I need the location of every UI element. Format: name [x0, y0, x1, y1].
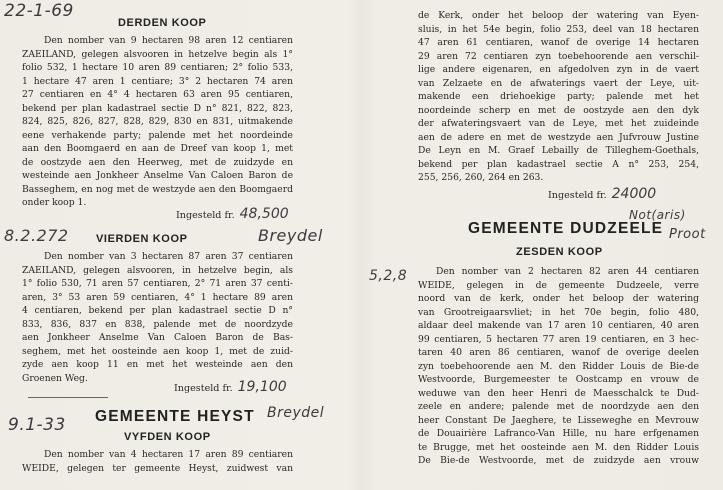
- text-line: aldaar deel makende van 17 aren 10 centiaren, 40 aren: [418, 320, 699, 331]
- text-line: zyde aen koop 11 en met het westeinde aen den: [22, 359, 293, 370]
- text-line: WEIDE, gelegen ter gemeente Heyst, zuidwest van: [22, 462, 293, 474]
- text-line: 1° folio 530, 71 aren 57 centiaren, 2° 71 aren 37 centi-: [22, 278, 293, 289]
- text-line: sluis, in het 54e begin, folio 253, deel van 18 hectaren: [418, 23, 699, 35]
- text-line: 47 aren 61 centiaren, wanof de overige 14 hectaren: [418, 37, 699, 48]
- price-label: Ingesteld fr.: [176, 210, 235, 221]
- price-label: Ingesteld fr.: [548, 190, 607, 201]
- handwritten-name-3: Breydel: [267, 405, 325, 421]
- text-line: De Bie-de Westvoorde, met de zuidzyde aen vrouw: [418, 455, 699, 466]
- handwritten-amount: 24000: [611, 186, 657, 202]
- text-line: bekend per plan kadastrael sectie A n° 253, 254,: [418, 158, 699, 170]
- text-line: Den nomber van 4 hectaren 17 aren 89 centiaren: [44, 449, 293, 460]
- text-line: WEIDE, gelegen in de gemeente Dudzeele, verre: [418, 279, 699, 291]
- text-line: van Grootreigaarsvliet; in het 70e begin, folio 480,: [418, 306, 699, 318]
- text-line: Den nomber van 3 hectaren 87 aren 37 centiaren: [44, 251, 293, 262]
- lot-5-continued-paragraph: [418, 9, 699, 185]
- text-line: zyn toebehoorende aen M. den Ridder Louis de Bie-de: [418, 360, 699, 372]
- price-label: Ingesteld fr.: [174, 383, 233, 394]
- text-line: Den nomber van 9 hectaren 98 aren 12 centiaren: [44, 35, 293, 46]
- text-line: te Brugge, met het oosteinde aen M. den Ridder Louis: [418, 441, 699, 453]
- price-lot-3: [176, 206, 289, 222]
- text-line: seghem, met het oosteinde aen koop 1, met de zuid-: [22, 345, 293, 357]
- handwritten-margin-note: 5,2,8: [369, 268, 408, 284]
- handwritten-date-2: 8.2.272: [4, 226, 69, 245]
- text-line: De Leyn en M. Graef Lebailly de Tilleghem-Goethals,: [418, 145, 699, 156]
- text-line: weduwe van den heer Henri de Maesschalck te Dud-: [418, 387, 699, 399]
- handwritten-date-3: 9.1-33: [8, 415, 66, 435]
- heading-derden-koop: DERDEN KOOP: [118, 17, 207, 29]
- text-line: bekend per plan kadastrael sectie D n° 821, 822, 823,: [22, 102, 293, 114]
- text-line: 27 centiaren en 4° 4 hectaren 63 aren 95 centiaren,: [22, 89, 293, 100]
- handwritten-amount: 48,500: [239, 206, 289, 222]
- text-line: makende een driehoekige party; palende met het: [418, 91, 699, 102]
- text-line: noordeinde scherp en met de oostzyde aen den dyk: [418, 104, 699, 116]
- handwritten-proot: Proot: [669, 227, 706, 242]
- text-line: aan den Boomgaerd en aan de Dreef van koop 1, met: [22, 143, 293, 154]
- lot-4-paragraph: [22, 250, 293, 385]
- text-line: westeinde aen Jonkheer Anselme Van Caloen Baron de: [22, 170, 293, 181]
- text-line: Groenen Weg.: [22, 372, 88, 384]
- text-line: noord van de kerk, onder het beloop der watering: [418, 293, 699, 304]
- heading-gemeente-heyst: GEMEENTE HEYST: [95, 408, 255, 425]
- text-line: der afwateringsvaert van de Leye, met het zuideinde: [418, 118, 699, 129]
- handwritten-amount: 19,100: [237, 379, 287, 395]
- text-line: ZAEILAND, gelegen alsvooren, in hetzelve begin, als: [22, 264, 293, 276]
- text-line: de oostzyde aen den Heerweg, met de zuidzyde en: [22, 156, 293, 168]
- text-line: folio 532, 1 hectare 10 aren 89 centiaren; 2° folio 533,: [22, 62, 293, 73]
- text-line: 99 centiaren, 5 hectaren 77 aren 19 centiaren, en 3 hec-: [418, 333, 699, 345]
- price-lot-5: [548, 186, 656, 202]
- text-line: aren, 3° 53 aren 59 centiaren, 4° 1 hectare 89 aren: [22, 291, 293, 303]
- text-line: 29 aren 72 centiaren zyn toebehoorende aen verschil-: [418, 50, 699, 62]
- text-line: de Kerk, onder het beloop der watering van Eyen-: [418, 10, 699, 21]
- text-line: heer Constant De Jaeghere, te Lisseweghe en Mevrouw: [418, 414, 699, 426]
- text-line: Basseghem, en nog met de westzyde aen den Boomgaerd: [22, 183, 293, 195]
- lot-6-paragraph: [418, 265, 699, 468]
- text-line: 255, 256, 260, 264 en 263.: [418, 172, 544, 183]
- text-line: lige andere eigenaren, en afgedolven zyn in de vaert: [418, 64, 699, 75]
- heading-vierden-koop: VIERDEN KOOP: [96, 233, 188, 245]
- text-line: onder koop 1.: [22, 197, 87, 208]
- text-line: 1 hectare 47 aren 1 centiare; 3° 2 hectaren 74 aren: [22, 75, 293, 87]
- text-line: aen de adere en met de westzyde aen Jufvrouw Justine: [418, 131, 699, 143]
- text-line: Den nomber van 2 hectaren 82 aren 44 centiaren: [436, 266, 699, 277]
- heading-gemeente-dudzeele: GEMEENTE DUDZEELE: [468, 220, 664, 237]
- heading-zesden-koop: ZESDEN KOOP: [516, 246, 603, 258]
- divider-line: [28, 397, 108, 398]
- text-line: aen Jonkheer Anselme Van Caloen Baron de Bas-: [22, 332, 293, 343]
- handwritten-date-1: 22-1-69: [4, 1, 74, 21]
- text-line: van Zelzaete en de afwaterings vaert der Leye, uit-: [418, 77, 699, 89]
- lot-5-paragraph: [22, 448, 293, 475]
- text-line: 4 centiaren, bekend per plan kadastrael sectie D n°: [22, 305, 293, 316]
- text-line: 833, 836, 837 en 838, palende met de noordzyde: [22, 318, 293, 330]
- heading-vyfden-koop: VYFDEN KOOP: [124, 431, 211, 443]
- text-line: taren 40 aren 86 centiaren, wanof de overige deelen: [418, 347, 699, 358]
- text-line: ZAEILAND, gelegen alsvooren in hetzelve begin als 1°: [22, 48, 293, 60]
- text-line: Westvoorde, Burgemeester te Oostcamp en vrouw de: [418, 374, 699, 385]
- text-line: zeele en andere; palende met de noordzyde aen den: [418, 401, 699, 412]
- lot-3-paragraph: [22, 34, 293, 210]
- handwritten-notaris: Not(aris): [629, 208, 686, 222]
- text-line: de Douairière Lafranco-Van Hille, nu hare erfgenamen: [418, 428, 699, 439]
- handwritten-name-2: Breydel: [258, 226, 323, 245]
- price-lot-4: [174, 379, 287, 395]
- text-line: 824, 825, 826, 827, 828, 829, 830 en 831, uitmakende: [22, 116, 293, 127]
- text-line: eene verhakende party; palende met het noordeinde: [22, 129, 293, 141]
